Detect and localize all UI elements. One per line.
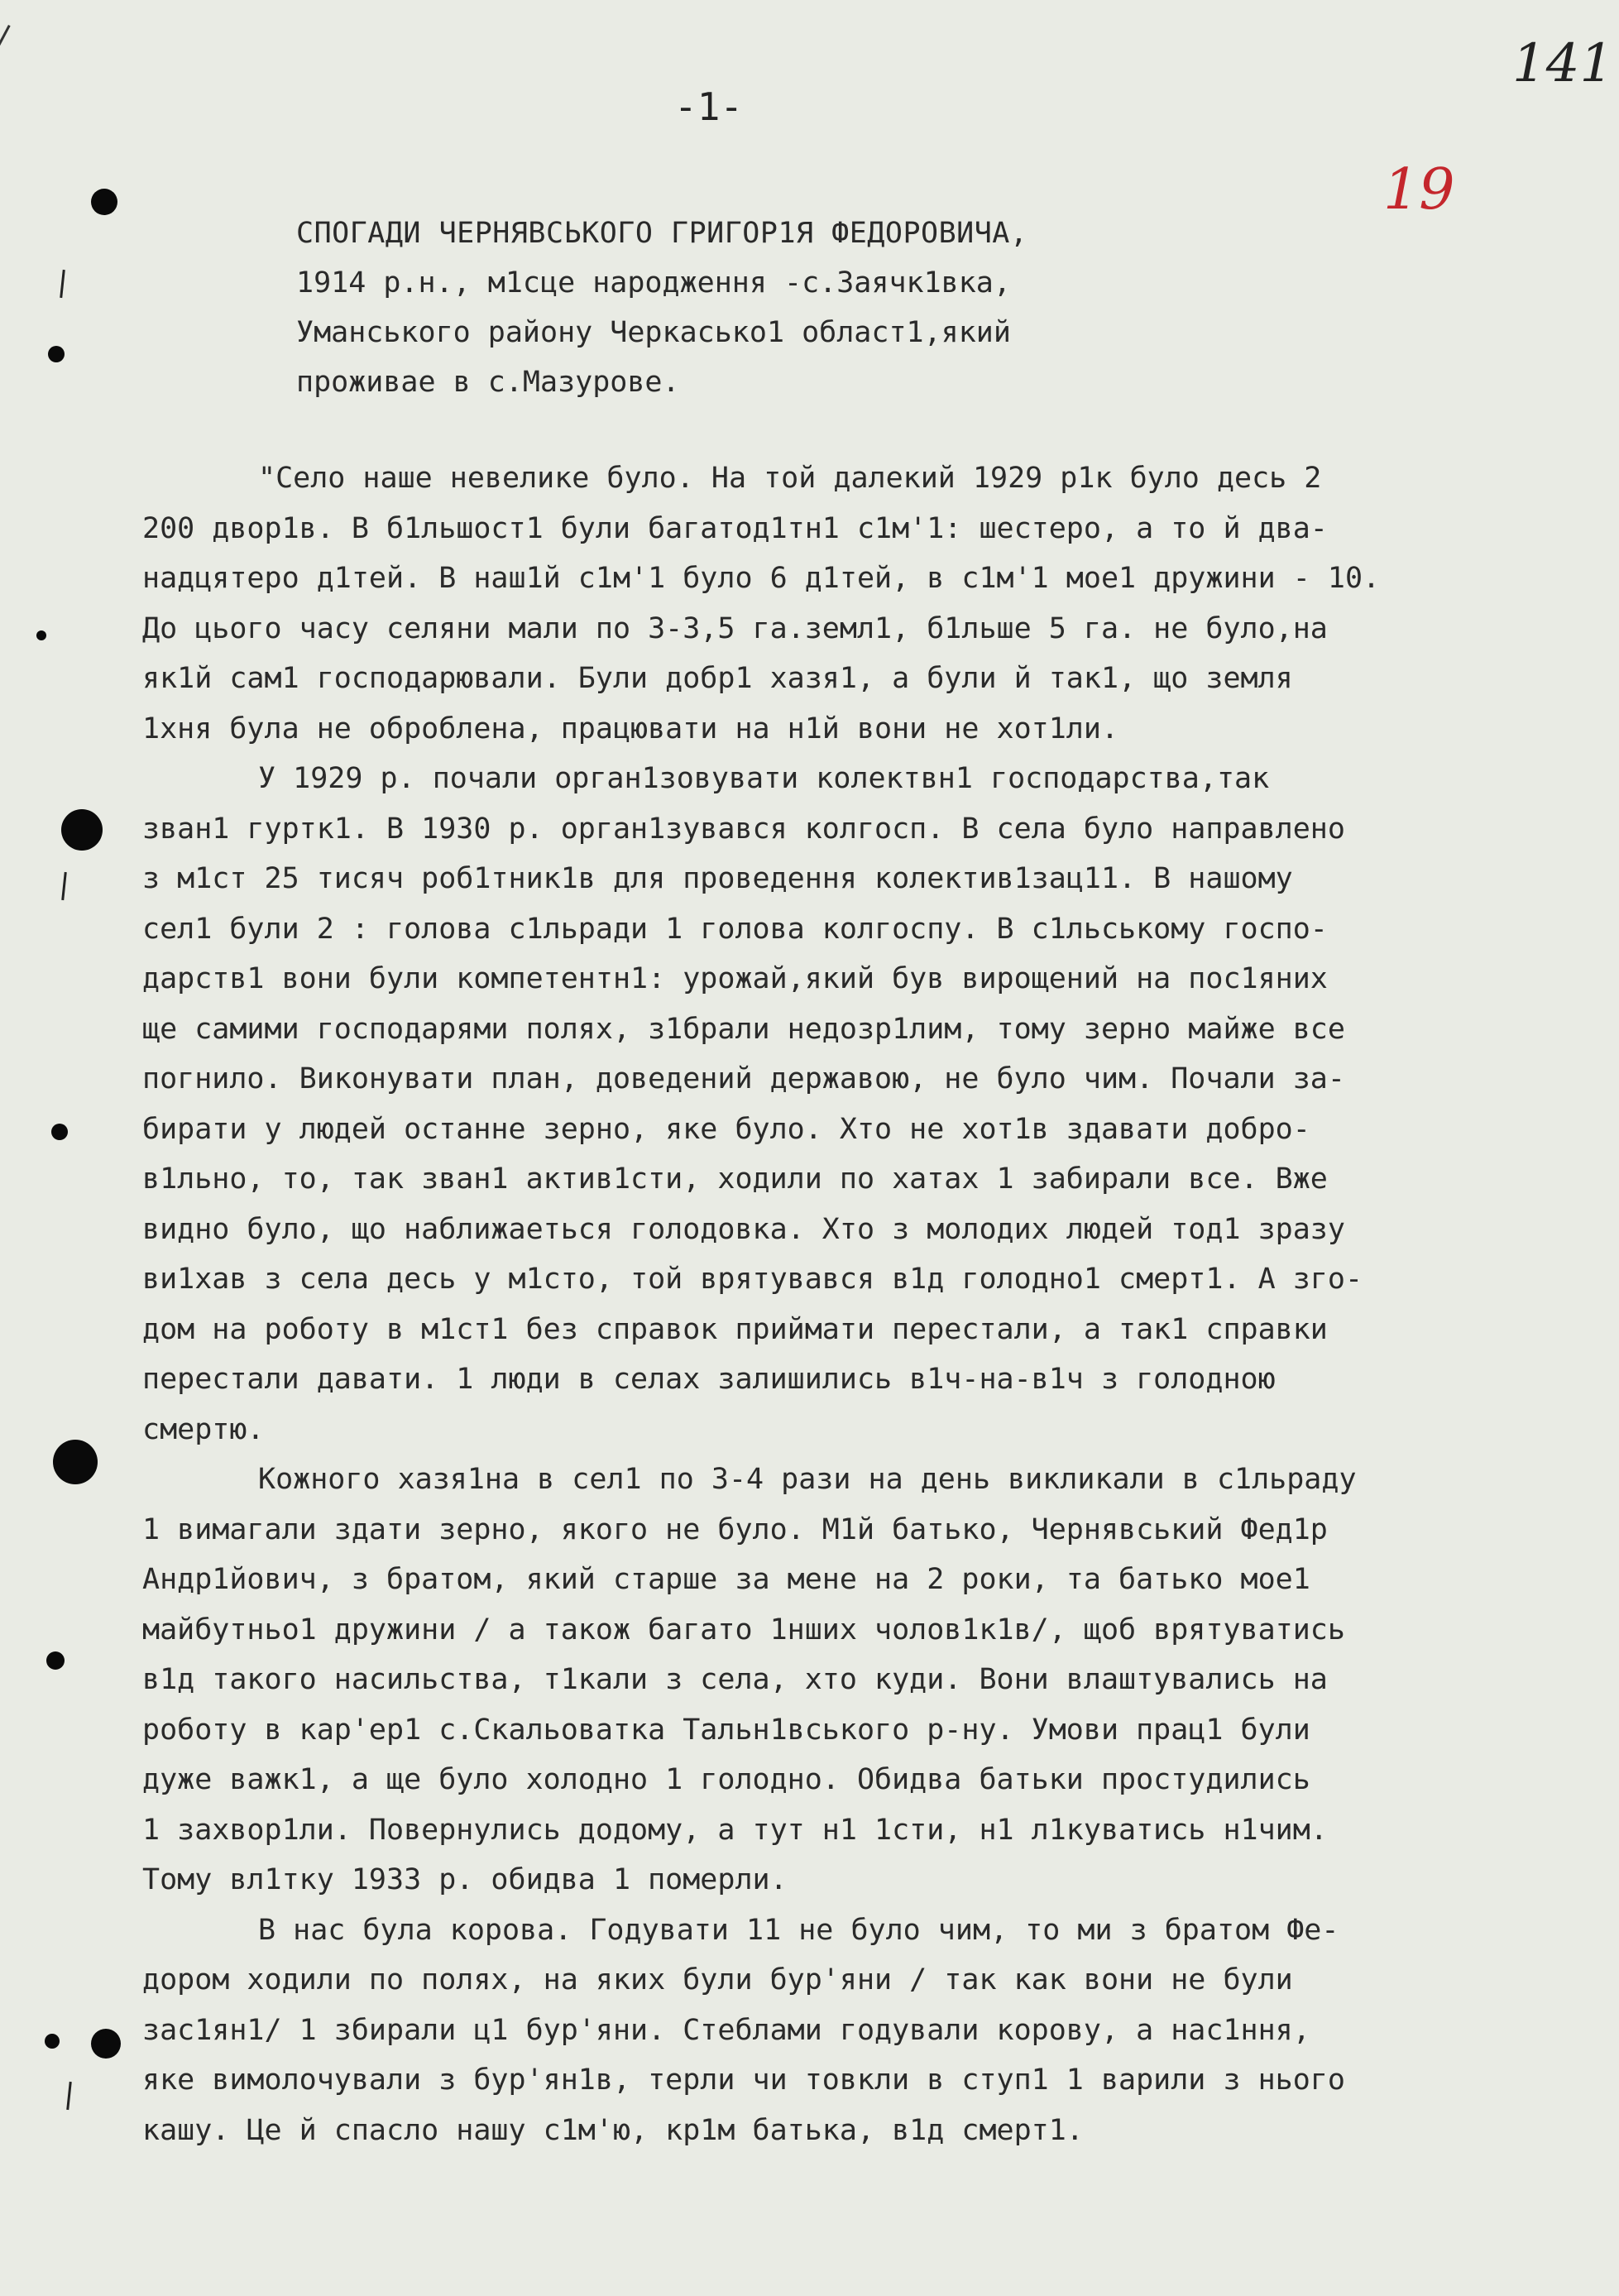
text-line: майбутньо1 дружини / а також багато 1нших чолов1к1в/, щоб врятуватись bbox=[142, 1613, 1345, 1647]
text-line: зван1 гуртк1. В 1930 р. орган1зувався колгосп. В села було направлено bbox=[142, 812, 1345, 846]
paragraph bbox=[142, 754, 1557, 1455]
header-line: проживае в с.Мазурове. bbox=[296, 366, 680, 399]
text-line: яке вимолочували з бур'ян1в, терли чи товкли в ступ1 1 варили з нього bbox=[142, 2064, 1345, 2097]
punch-hole bbox=[48, 346, 65, 362]
punch-hole bbox=[46, 1651, 65, 1670]
text-line: зас1ян1/ 1 збирали ц1 бур'яни. Стеблами годували корову, а нас1ння, bbox=[142, 2013, 1310, 2047]
text-line: У 1929 р. почали орган1зовувати колектвн1 господарства,так bbox=[258, 762, 1270, 795]
text-line: кашу. Це й спасло нашу с1м'ю, кр1м батька, в1д смерт1. bbox=[142, 2113, 1084, 2147]
punch-hole bbox=[45, 2034, 60, 2049]
text-line: сел1 були 2 : голова с1льради 1 голова колгоспу. В с1льському госпо- bbox=[142, 912, 1328, 946]
punch-hole bbox=[53, 1440, 98, 1484]
red-number: 19 bbox=[1383, 157, 1455, 223]
text-line: смертю. bbox=[142, 1412, 265, 1446]
text-line: "Село наше невелике було. На той далекий 1929 р1к було десь 2 bbox=[258, 462, 1322, 495]
paragraph bbox=[142, 453, 1557, 754]
text-line: перестали давати. 1 люди в селах залишились в1ч-на-в1ч з голодною bbox=[142, 1363, 1276, 1396]
text-line: До цього часу селяни мали по 3-3,5 га.земл1, б1льше 5 га. не було,на bbox=[142, 611, 1328, 645]
text-line: 200 двор1в. В б1льшост1 були багатод1тн1 с1м'1: шестеро, а то й два- bbox=[142, 511, 1328, 545]
text-line: ще самими господарями полях, з1брали недозр1лим, тому зерно майже все bbox=[142, 1012, 1345, 1046]
punch-hole bbox=[91, 189, 117, 215]
text-line: Кожного хазя1на в сел1 по 3-4 рази на день викликали в с1льраду bbox=[258, 1463, 1357, 1496]
paragraph bbox=[142, 1905, 1557, 2156]
text-line: як1й сам1 господарювали. Були добр1 хазя1, а були й так1, що земля bbox=[142, 662, 1293, 695]
text-line: в1д такого насильства, т1кали з села, хто куди. Вони влаштувались на bbox=[142, 1663, 1328, 1696]
text-line: в1льно, то, так зван1 актив1сти, ходили по хатах 1 забирали все. Вже bbox=[142, 1162, 1328, 1196]
punch-hole bbox=[51, 1124, 68, 1140]
text-line: 1 захвор1ли. Повернулись додому, а тут н1 1сти, н1 л1куватись н1чим. bbox=[142, 1813, 1328, 1847]
text-line: бирати у людей останне зерно, яке було. Хто не хот1в здавати добро- bbox=[142, 1112, 1310, 1146]
margin-tick bbox=[60, 270, 65, 298]
text-line: погнило. Виконувати план, доведений державою, не було чим. Почали за- bbox=[142, 1062, 1345, 1095]
text-line: роботу в кар'ер1 с.Скальоватка Тальн1вського р-ну. Умови прац1 були bbox=[142, 1713, 1310, 1747]
text-line: видно було, що наближаеться голодовка. Хто з молодих людей тод1 зразу bbox=[142, 1212, 1345, 1246]
text-line: надцятеро д1тей. В наш1й с1м'1 було 6 д1тей, в с1м'1 мое1 дружини - 10. bbox=[142, 562, 1381, 595]
text-line: дуже важк1, а ще було холодно 1 голодно. Обидва батьки простудились bbox=[142, 1763, 1310, 1796]
header-line: СПОГАДИ ЧЕРНЯВСЬКОГО ГРИГОР1Я ФЕДОРОВИЧА, bbox=[296, 217, 1028, 250]
page-number: -1- bbox=[674, 84, 744, 129]
document-header bbox=[296, 209, 1206, 407]
text-line: дором ходили по полях, на яких були бур'яни / так как вони не були bbox=[142, 1963, 1293, 1996]
margin-pen-stroke bbox=[0, 25, 11, 216]
text-line: Тому вл1тку 1933 р. обидва 1 померли. bbox=[142, 1863, 788, 1896]
margin-tick bbox=[66, 2082, 72, 2110]
text-line: з м1ст 25 тисяч роб1тник1в для проведення колектив1зац11. В нашому bbox=[142, 862, 1293, 895]
header-line: 1914 р.н., м1сце народження -с.Заячк1вка, bbox=[296, 266, 1011, 300]
punch-hole bbox=[91, 2029, 121, 2059]
punch-hole bbox=[36, 630, 46, 640]
document-body bbox=[142, 453, 1557, 2155]
text-line: В нас була корова. Годувати 11 не було чим, то ми з братом Фе- bbox=[258, 1913, 1339, 1947]
punch-hole bbox=[61, 809, 103, 851]
archive-number: 141 bbox=[1512, 33, 1614, 94]
margin-tick bbox=[61, 872, 67, 900]
text-line: ви1хав з села десь у м1сто, той врятувався в1д голодно1 смерт1. А зго- bbox=[142, 1263, 1363, 1296]
text-line: 1 вимагали здати зерно, якого не було. М1й батько, Чернявський Фед1р bbox=[142, 1512, 1328, 1546]
header-line: Уманського району Черкасько1 област1,який bbox=[296, 316, 1011, 349]
text-line: 1хня була не оброблена, працювати на н1й вони не хот1ли. bbox=[142, 712, 1119, 745]
text-line: Андр1йович, з братом, який старше за мене на 2 роки, та батько мое1 bbox=[142, 1563, 1310, 1596]
text-line: дарств1 вони були компетентн1: урожай,який був вирощений на пос1яних bbox=[142, 962, 1328, 995]
paragraph bbox=[142, 1455, 1557, 1905]
text-line: дом на роботу в м1ст1 без справок приймати перестали, а так1 справки bbox=[142, 1312, 1328, 1346]
